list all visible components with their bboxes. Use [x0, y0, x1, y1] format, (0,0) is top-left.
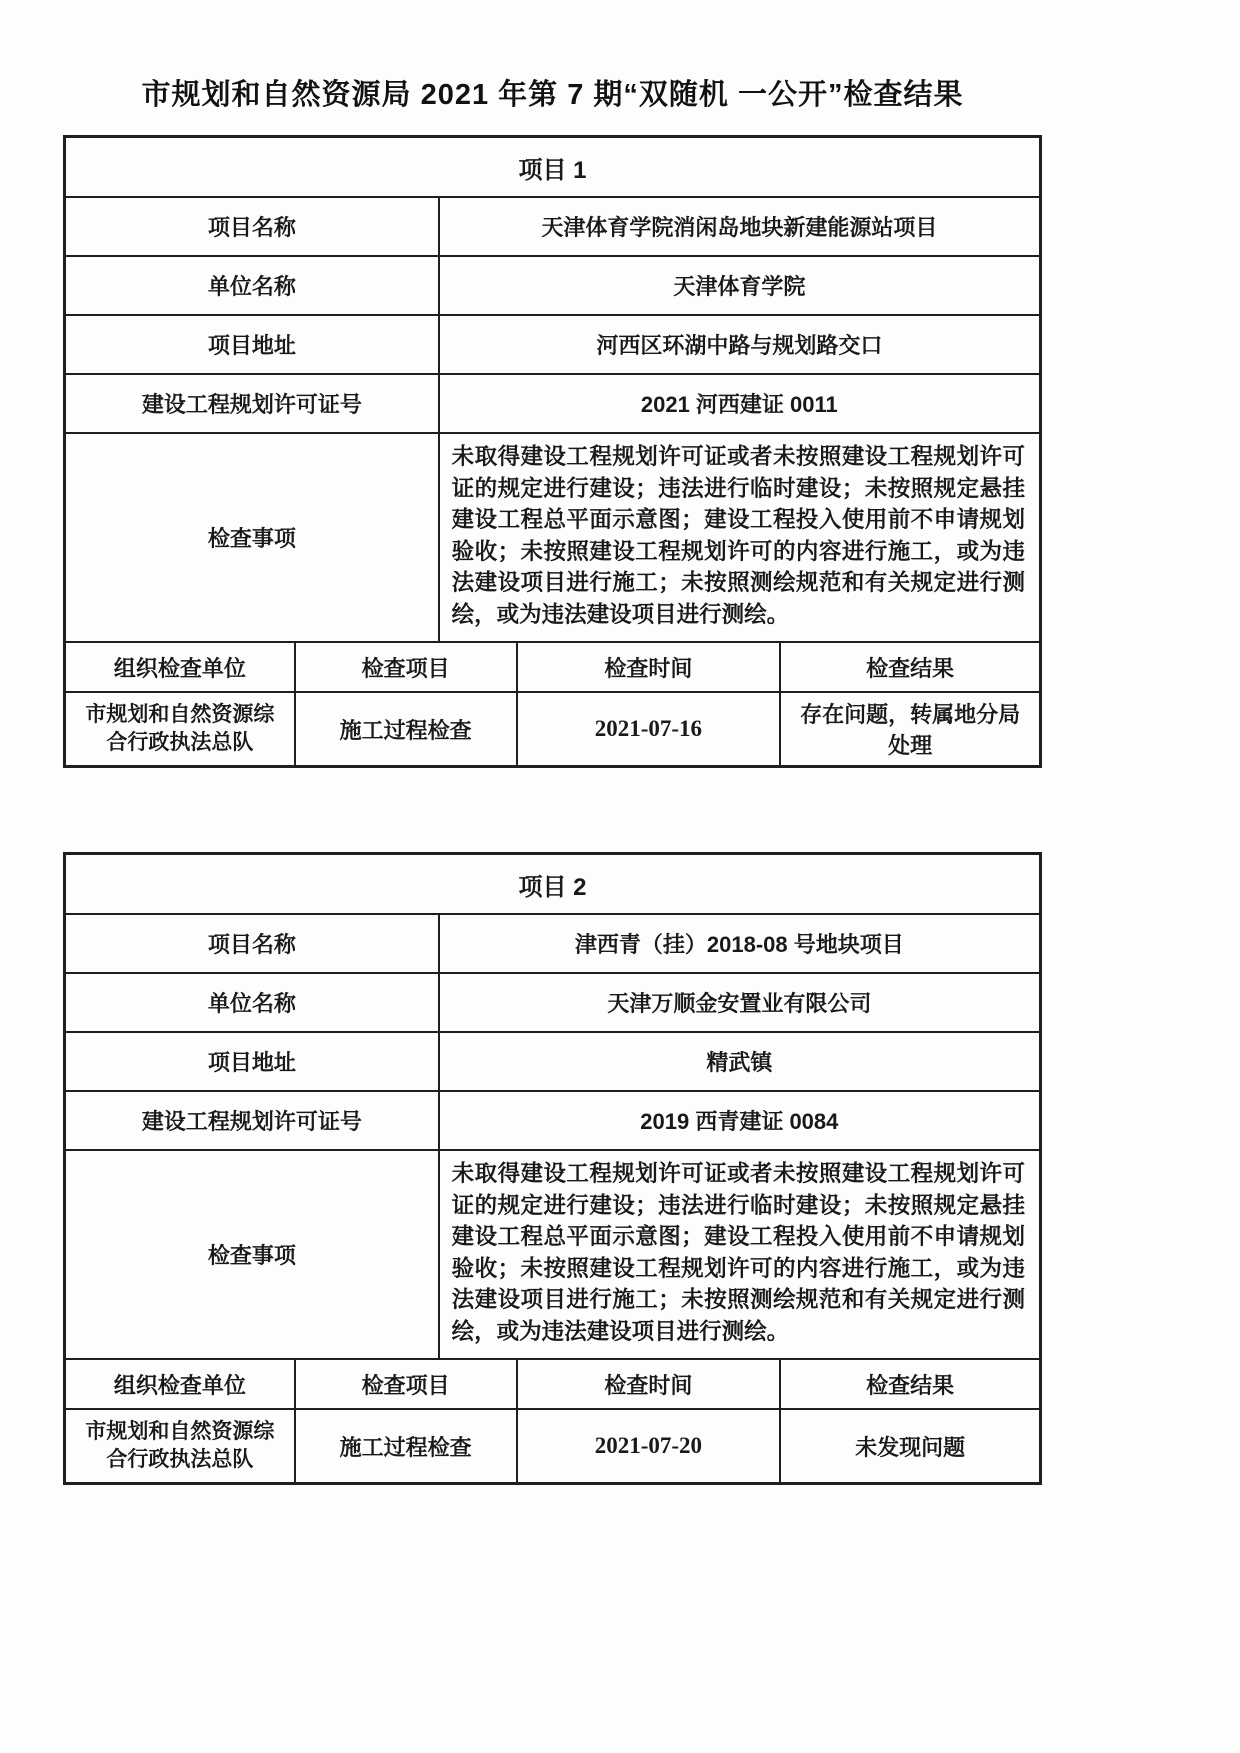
inspection-project-header: 检查项目 — [294, 1360, 516, 1408]
unit-name-label: 单位名称 — [207, 274, 296, 299]
inspection-project-header: 检查项目 — [294, 643, 516, 691]
project-address-value: 精武镇 — [438, 1033, 1039, 1090]
table-row — [66, 138, 1039, 196]
table-row — [66, 314, 1039, 373]
table-row — [66, 373, 1039, 432]
inspection-items-text: 未取得建设工程规划许可证或者未按照建设工程规划许可证的规定进行建设；违法进行临时建设；未按照规定悬挂建设工程总平面示意图；建设工程投入使用前不申请规划验收；未按照建设工程规划许可的内容进行施工，或为违法建设项目进行施工；未按照测绘规范和有关规定进行测绘，或为违法建设项目进行测绘。 — [438, 1151, 1039, 1358]
inspection-items-text: 未取得建设工程规划许可证或者未按照建设工程规划许可证的规定进行建设；违法进行临时建设；未按照规定悬挂建设工程总平面示意图；建设工程投入使用前不申请规划验收；未按照建设工程规划许可的内容进行施工，或为违法建设项目进行施工；未按照测绘规范和有关规定进行测绘，或为违法建设项目进行测绘。 — [438, 434, 1039, 641]
table-row — [66, 855, 1039, 913]
project-name-value: 天津体育学院消闲岛地块新建能源站项目 — [438, 198, 1039, 255]
table-row — [66, 1031, 1039, 1090]
project-name-label: 项目名称 — [207, 932, 296, 957]
permit-no-label: 建设工程规划许可证号 — [141, 1109, 362, 1134]
inspection-time-value: 2021-07-16 — [516, 693, 780, 765]
table-row — [66, 972, 1039, 1031]
table-row — [66, 196, 1039, 255]
table-data-row — [66, 1408, 1039, 1482]
inspection-result-value: 存在问题，转属地分局处理 — [779, 693, 1039, 765]
unit-name-value: 天津体育学院 — [438, 257, 1039, 314]
permit-no-value: 2021 河西建证 0011 — [438, 375, 1039, 432]
table-row — [66, 1149, 1039, 1358]
table-row — [66, 432, 1039, 641]
org-unit-value: 市规划和自然资源综合行政执法总队 — [85, 1420, 275, 1471]
page-title: 市规划和自然资源局 2021 年第 7 期“双随机 一公开”检查结果 — [141, 79, 964, 111]
project-2-table — [63, 852, 1042, 1485]
org-unit-header: 组织检查单位 — [113, 655, 246, 681]
org-unit-value: 市规划和自然资源综合行政执法总队 — [85, 703, 275, 754]
project-1-header: 项目 1 — [518, 156, 587, 184]
project-address-label: 项目地址 — [207, 333, 296, 358]
inspection-time-value: 2021-07-20 — [516, 1410, 780, 1482]
org-unit-header: 组织检查单位 — [113, 1372, 246, 1398]
project-name-label: 项目名称 — [207, 215, 296, 240]
inspection-result-header: 检查结果 — [779, 1360, 1039, 1408]
table-header-row — [66, 1358, 1039, 1408]
unit-name-label: 单位名称 — [207, 991, 296, 1016]
inspection-items-label: 检查事项 — [207, 526, 296, 551]
document-sheet — [63, 0, 1042, 1569]
inspection-result-header: 检查结果 — [779, 643, 1039, 691]
project-address-label: 项目地址 — [207, 1050, 296, 1075]
inspection-time-header: 检查时间 — [516, 1360, 780, 1408]
table-header-row — [66, 641, 1039, 691]
project-2-header: 项目 2 — [518, 873, 587, 901]
project-name-value: 津西青（挂）2018-08 号地块项目 — [438, 915, 1039, 972]
inspection-project-value: 施工过程检查 — [294, 693, 516, 765]
permit-no-value: 2019 西青建证 0084 — [438, 1092, 1039, 1149]
inspection-result-value: 未发现问题 — [779, 1410, 1039, 1482]
inspection-project-value: 施工过程检查 — [294, 1410, 516, 1482]
unit-name-value: 天津万顺金安置业有限公司 — [438, 974, 1039, 1031]
inspection-items-label: 检查事项 — [207, 1243, 296, 1268]
project-address-value: 河西区环湖中路与规划路交口 — [438, 316, 1039, 373]
table-row — [66, 1090, 1039, 1149]
table-row — [66, 913, 1039, 972]
project-1-table — [63, 135, 1042, 768]
table-data-row — [66, 691, 1039, 765]
permit-no-label: 建设工程规划许可证号 — [141, 392, 362, 417]
table-row — [66, 255, 1039, 314]
inspection-time-header: 检查时间 — [516, 643, 780, 691]
